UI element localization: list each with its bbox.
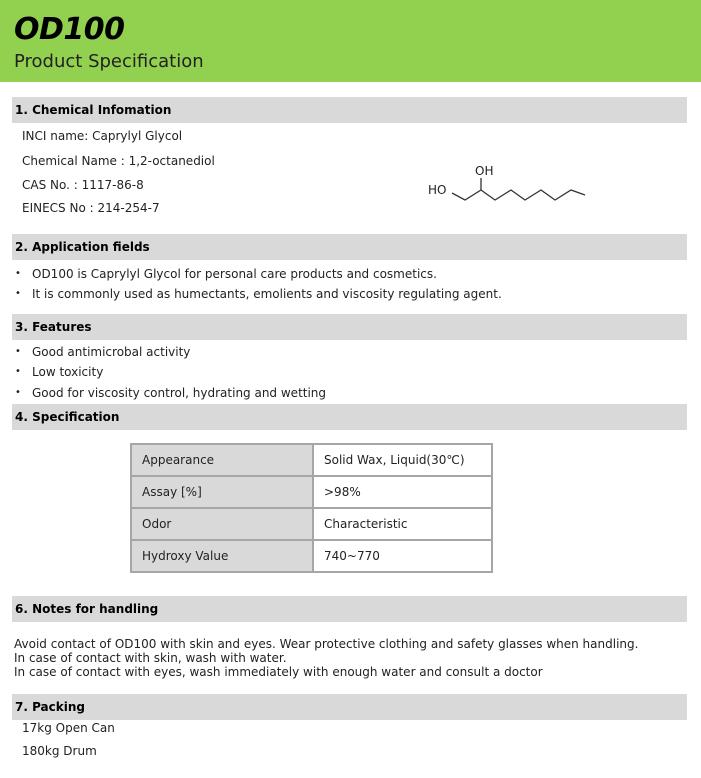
spec-value: 740~770 bbox=[313, 540, 492, 572]
feature-item: Low toxicity bbox=[32, 365, 104, 379]
spec-key: Appearance bbox=[131, 444, 313, 476]
oh-label: OH bbox=[475, 164, 494, 178]
ho-label: HO bbox=[428, 183, 447, 197]
handling-line: In case of contact with skin, wash with water. bbox=[14, 651, 287, 665]
section-heading-text: 2. Application fields bbox=[15, 240, 150, 254]
handling-line: Avoid contact of OD100 with skin and eyes. Wear protective clothing and safety glasses when handling. bbox=[14, 637, 639, 651]
section-heading-features bbox=[12, 314, 687, 340]
packing-item: 180kg Drum bbox=[22, 744, 97, 758]
product-title: OD100 bbox=[14, 12, 125, 47]
table-row bbox=[131, 476, 492, 508]
handling-notes bbox=[14, 637, 638, 679]
spec-value: >98% bbox=[313, 476, 492, 508]
page-header bbox=[0, 0, 701, 82]
section-heading-text: 3. Features bbox=[15, 320, 92, 334]
packing-item: 17kg Open Can bbox=[22, 721, 115, 735]
einecs-number: EINECS No : 214-254-7 bbox=[22, 201, 160, 215]
product-subtitle: Product Specification bbox=[14, 51, 204, 72]
cas-number: CAS No. : 1117-86-8 bbox=[22, 178, 144, 192]
table-row bbox=[131, 508, 492, 540]
bullet-icon: • bbox=[15, 288, 21, 299]
section-heading-packing bbox=[12, 694, 687, 720]
chemical-name: Chemical Name : 1,2-octanediol bbox=[22, 154, 215, 168]
spec-value: Solid Wax, Liquid(30℃) bbox=[313, 444, 492, 476]
bullet-icon: • bbox=[15, 268, 21, 279]
spec-key: Odor bbox=[131, 508, 313, 540]
section-heading-text: 4. Specification bbox=[15, 410, 120, 424]
bullet-icon: • bbox=[15, 346, 21, 357]
handling-line: In case of contact with eyes, wash immediately with enough water and consult a doctor bbox=[14, 665, 543, 679]
section-heading-text: 6. Notes for handling bbox=[15, 602, 159, 616]
feature-item: Good for viscosity control, hydrating and wetting bbox=[32, 386, 327, 400]
feature-item: Good antimicrobal activity bbox=[32, 345, 191, 359]
section-heading-handling bbox=[12, 596, 687, 622]
bullet-icon: • bbox=[15, 387, 21, 398]
specification-table bbox=[130, 443, 493, 573]
application-item: OD100 is Caprylyl Glycol for personal care products and cosmetics. bbox=[32, 267, 437, 281]
section-heading-application bbox=[12, 234, 687, 260]
section-heading-text: 7. Packing bbox=[15, 700, 85, 714]
section-heading-specification bbox=[12, 404, 687, 430]
table-row bbox=[131, 444, 492, 476]
application-item: It is commonly used as humectants, emolients and viscosity regulating agent. bbox=[32, 287, 502, 301]
bullet-icon: • bbox=[15, 366, 21, 377]
table-row bbox=[131, 540, 492, 572]
molecular-structure-diagram bbox=[425, 160, 595, 205]
spec-key: Assay [%] bbox=[131, 476, 313, 508]
spec-key: Hydroxy Value bbox=[131, 540, 313, 572]
section-heading-text: 1. Chemical Infomation bbox=[15, 103, 172, 117]
inci-name: INCI name: Caprylyl Glycol bbox=[22, 129, 183, 143]
section-heading-chemical bbox=[12, 97, 687, 123]
spec-value: Characteristic bbox=[313, 508, 492, 540]
